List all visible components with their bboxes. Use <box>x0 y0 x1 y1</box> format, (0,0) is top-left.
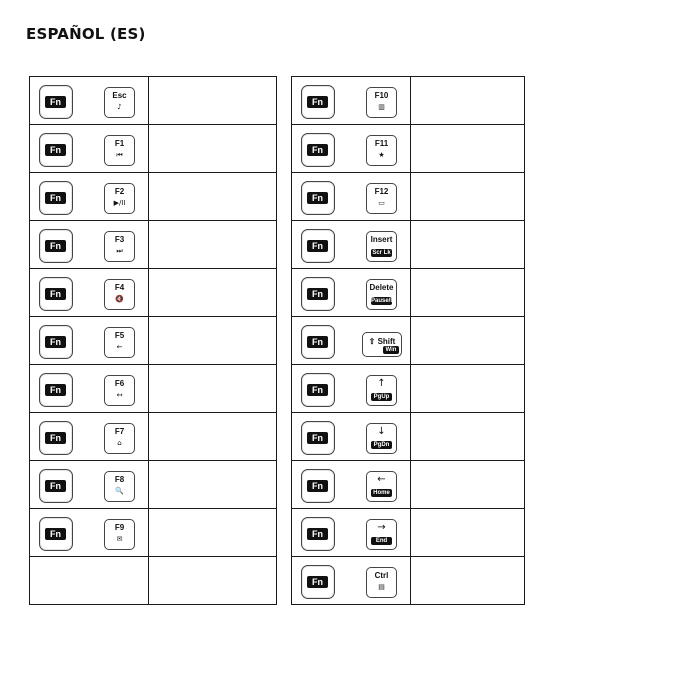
fn-key-label: Fn <box>307 480 328 492</box>
shortcut-row <box>292 173 525 221</box>
shortcut-row <box>292 269 525 317</box>
description-cell <box>149 509 277 557</box>
fn-key-label: Fn <box>45 528 66 540</box>
shortcut-row <box>30 77 277 125</box>
fn-key <box>301 229 335 263</box>
fn-key <box>39 373 73 407</box>
volume-up-icon: ↤ <box>116 391 123 399</box>
fn-key <box>39 325 73 359</box>
fn-key <box>301 277 335 311</box>
fn-key-label: Fn <box>45 192 66 204</box>
shift-win-key <box>362 332 402 357</box>
description-cell <box>149 221 277 269</box>
shortcut-row <box>30 173 277 221</box>
my-computer-key <box>366 183 397 214</box>
fn-key <box>301 373 335 407</box>
fn-key-label: Fn <box>45 96 66 108</box>
left-key-table <box>29 76 277 605</box>
calculator-icon: ▥ <box>378 103 385 111</box>
key-combo-cell <box>292 317 411 365</box>
fn-key-label: Fn <box>307 528 328 540</box>
mute-key <box>104 279 135 310</box>
key-sublabel: PgDn <box>371 441 392 449</box>
key-label: F12 <box>374 187 389 196</box>
arrow-down-icon: ↓ <box>377 426 386 437</box>
description-cell <box>411 365 525 413</box>
fn-key-label: Fn <box>307 240 328 252</box>
fn-key <box>301 565 335 599</box>
shortcut-row <box>292 317 525 365</box>
key-combo-cell <box>292 557 411 605</box>
fn-key-label: Fn <box>45 384 66 396</box>
description-cell <box>411 221 525 269</box>
home-key <box>104 423 135 454</box>
key-combo-cell <box>292 413 411 461</box>
calculator-key <box>366 87 397 118</box>
description-cell <box>149 365 277 413</box>
fn-key <box>301 85 335 119</box>
fn-key-label: Fn <box>45 480 66 492</box>
fn-key <box>39 85 73 119</box>
shortcut-row <box>30 557 277 605</box>
description-cell <box>149 269 277 317</box>
next-track-icon: ⏭ <box>116 247 123 255</box>
page-title: ESPAÑOL (ES) <box>26 25 146 43</box>
shortcut-row <box>30 365 277 413</box>
fn-key <box>301 469 335 503</box>
fn-key <box>301 517 335 551</box>
key-combo-cell <box>30 509 149 557</box>
arrow-left-icon: ← <box>377 474 386 485</box>
shortcut-row <box>292 413 525 461</box>
play-pause-key <box>104 183 135 214</box>
description-cell <box>149 557 277 605</box>
volume-down-key <box>104 327 135 358</box>
fn-key <box>39 181 73 215</box>
favorites-icon: ★ <box>378 151 385 159</box>
fn-key <box>39 133 73 167</box>
key-combo-cell <box>292 509 411 557</box>
key-combo-cell <box>292 173 411 221</box>
fn-key <box>301 133 335 167</box>
key-label: F1 <box>114 139 125 148</box>
description-cell <box>411 557 525 605</box>
key-label: F3 <box>114 235 125 244</box>
arrow-left-key <box>366 471 397 502</box>
shortcut-row <box>292 77 525 125</box>
key-sublabel: Home <box>371 489 392 497</box>
search-icon: 🔍 <box>115 487 124 495</box>
arrow-right-key <box>366 519 397 550</box>
description-cell <box>411 461 525 509</box>
shortcut-row <box>30 269 277 317</box>
my-computer-icon: ▭ <box>378 199 385 207</box>
previous-track-key <box>104 135 135 166</box>
arrow-right-icon: → <box>377 522 386 533</box>
key-sublabel: PgUp <box>371 393 392 401</box>
shortcut-row <box>292 221 525 269</box>
shortcut-row <box>292 461 525 509</box>
key-label: F4 <box>114 283 125 292</box>
fn-key-label: Fn <box>45 144 66 156</box>
description-cell <box>411 173 525 221</box>
key-combo-cell <box>30 221 149 269</box>
key-label: F7 <box>114 427 125 436</box>
fn-key <box>39 469 73 503</box>
key-combo-cell <box>30 269 149 317</box>
key-sublabel: Scr Lk <box>372 250 391 256</box>
fn-key <box>39 277 73 311</box>
shortcut-row <box>30 125 277 173</box>
key-sublabel: Pause/b <box>371 298 395 304</box>
shortcut-row <box>30 221 277 269</box>
key-label: F8 <box>114 475 125 484</box>
key-label: Delete <box>369 283 394 292</box>
favorites-key <box>366 135 397 166</box>
delete-pause-key <box>366 279 397 310</box>
mail-icon: ✉ <box>116 535 123 543</box>
fn-key-label: Fn <box>307 192 328 204</box>
description-cell <box>149 77 277 125</box>
arrow-up-icon: ↑ <box>377 378 386 389</box>
key-label: Insert <box>370 235 393 244</box>
key-label: F10 <box>374 91 389 100</box>
key-combo-cell <box>292 365 411 413</box>
key-label: F6 <box>114 379 125 388</box>
fn-key <box>301 325 335 359</box>
key-label: F11 <box>374 139 389 148</box>
shortcut-row <box>30 317 277 365</box>
key-combo-cell <box>30 77 149 125</box>
previous-track-icon: ⏮ <box>116 151 123 159</box>
search-key <box>104 471 135 502</box>
menu-key <box>366 567 397 598</box>
volume-up-key <box>104 375 135 406</box>
arrow-up-key <box>366 375 397 406</box>
music-icon: ♪ <box>117 103 122 111</box>
key-combo-cell <box>30 173 149 221</box>
key-label: ⇧ Shift <box>368 337 396 346</box>
description-cell <box>411 317 525 365</box>
key-combo-cell <box>30 317 149 365</box>
fn-key-label: Fn <box>307 144 328 156</box>
volume-down-icon: ← <box>116 343 123 351</box>
fn-key <box>39 517 73 551</box>
fn-key <box>39 229 73 263</box>
key-combo-cell <box>30 461 149 509</box>
description-cell <box>149 461 277 509</box>
key-sublabel: End <box>371 537 392 545</box>
key-label: Esc <box>112 91 127 100</box>
play-pause-icon: ▶/II <box>113 199 126 207</box>
description-cell <box>411 77 525 125</box>
shortcut-row <box>30 509 277 557</box>
menu-icon: ▤ <box>378 583 385 591</box>
home-icon: ⌂ <box>117 439 122 447</box>
key-label: F2 <box>114 187 125 196</box>
fn-key-label: Fn <box>45 288 66 300</box>
fn-key-label: Fn <box>307 384 328 396</box>
fn-key-label: Fn <box>307 96 328 108</box>
fn-key-label: Fn <box>45 336 66 348</box>
description-cell <box>149 413 277 461</box>
key-combo-cell <box>292 221 411 269</box>
description-cell <box>149 125 277 173</box>
key-combo-cell <box>292 77 411 125</box>
fn-key-label: Fn <box>307 432 328 444</box>
key-label: Ctrl <box>374 571 389 580</box>
shortcut-row <box>292 557 525 605</box>
key-combo-cell <box>30 365 149 413</box>
fn-key <box>301 181 335 215</box>
right-key-table <box>291 76 525 605</box>
fn-key-label: Fn <box>307 336 328 348</box>
fn-key-label: Fn <box>307 576 328 588</box>
description-cell <box>149 317 277 365</box>
insert-scrlk-key <box>366 231 397 262</box>
key-combo-cell <box>292 125 411 173</box>
music-key <box>104 87 135 118</box>
key-label: F9 <box>114 523 125 532</box>
key-sublabel: Win <box>383 346 399 354</box>
description-cell <box>411 413 525 461</box>
key-combo-cell <box>292 269 411 317</box>
fn-key <box>39 421 73 455</box>
shortcut-row <box>292 365 525 413</box>
description-cell <box>411 269 525 317</box>
key-combo-cell <box>292 461 411 509</box>
arrow-down-key <box>366 423 397 454</box>
shortcut-row <box>30 413 277 461</box>
key-combo-cell <box>30 125 149 173</box>
mute-icon: 🔇 <box>115 295 124 303</box>
shortcut-row <box>292 509 525 557</box>
next-track-key <box>104 231 135 262</box>
key-combo-cell <box>30 413 149 461</box>
description-cell <box>411 125 525 173</box>
mail-key <box>104 519 135 550</box>
description-cell <box>149 173 277 221</box>
shortcut-row <box>292 125 525 173</box>
description-cell <box>411 509 525 557</box>
fn-key-label: Fn <box>45 432 66 444</box>
shortcut-row <box>30 461 277 509</box>
key-combo-cell <box>30 557 149 605</box>
fn-key-label: Fn <box>45 240 66 252</box>
fn-key-label: Fn <box>307 288 328 300</box>
fn-key <box>301 421 335 455</box>
key-label: F5 <box>114 331 125 340</box>
